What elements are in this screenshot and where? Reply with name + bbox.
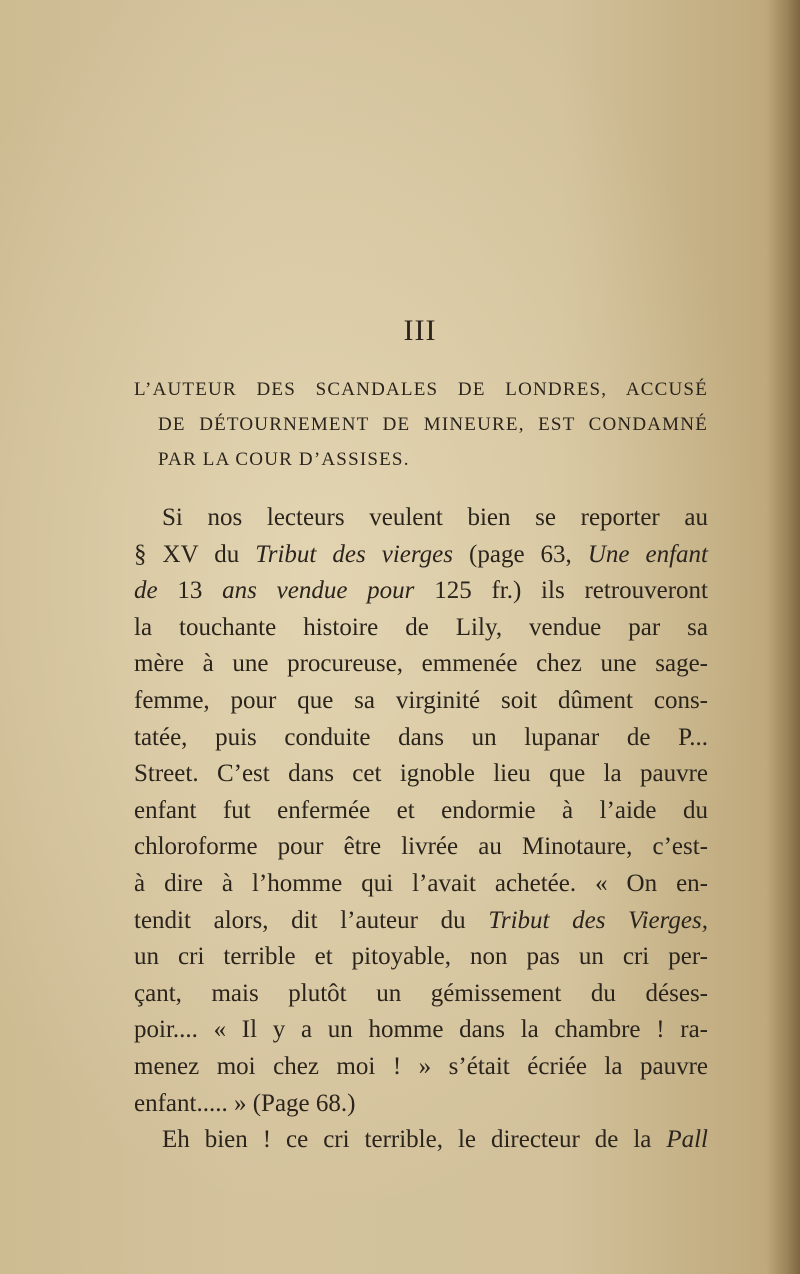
page-edge-shadow [766, 0, 800, 1274]
text-line: Si nos lecteurs veulent bien se reporter au [162, 504, 708, 531]
text-line: femme, pour que sa virginité soit dûment cons- [134, 686, 708, 714]
text-line: à dire à l’homme qui l’avait achetée. « On en- [134, 869, 708, 897]
text-line: enfant fut enfermée et endormie à l’aide du [134, 796, 708, 824]
body-paragraph [134, 500, 708, 1159]
text-line: menez moi chez moi ! » s’était écriée la pauvre [134, 1052, 708, 1080]
book-title-italic: Tribut des vierges [255, 540, 453, 568]
chapter-title-line: DE DÉTOURNEMENT DE MINEURE, EST CONDAMNÉ [158, 414, 708, 435]
text-line: mère à une procureuse, emmenée chez une sage- [134, 650, 708, 678]
chapter-title-line: PAR LA COUR D’ASSISES. [158, 449, 410, 470]
text-line: çant, mais plutôt un gémissement du déses- [134, 979, 708, 1007]
chapter-title-line: L’AUTEUR DES SCANDALES DE LONDRES, ACCUSÉ [134, 379, 708, 400]
text-line: tendit alors, dit l’auteur du Tribut des Vierges, [134, 906, 708, 934]
newspaper-title-italic: Pall [666, 1126, 708, 1154]
text-line: Street. C’est dans cet ignoble lieu que la pauvre [134, 760, 708, 788]
text-line: de 13 ans vendue pour 125 fr.) ils retrouveront [134, 577, 709, 605]
text-line: la touchante histoire de Lily, vendue par sa [134, 613, 708, 641]
chapter-number: III [403, 314, 437, 347]
book-title-italic: Tribut des Vierges, [488, 906, 708, 934]
chapter-title-italic: Une enfant [587, 540, 708, 568]
text-line: enfant..... » (Page 68.) [134, 1089, 356, 1117]
text-line: poir.... « Il y a un homme dans la chambre ! ra- [134, 1016, 708, 1044]
text-line: chloroforme pour être livrée au Minotaure, c’est- [134, 833, 708, 861]
text-line: § XV du Tribut des vierges (page 63, Une enfant [134, 540, 708, 568]
chapter-title [134, 372, 708, 477]
text-line: Eh bien ! ce cri terrible, le directeur de la Pall [162, 1126, 708, 1154]
text-line: un cri terrible et pitoyable, non pas un cri per- [134, 943, 708, 971]
text-line: tatée, puis conduite dans un lupanar de P... [134, 723, 708, 751]
